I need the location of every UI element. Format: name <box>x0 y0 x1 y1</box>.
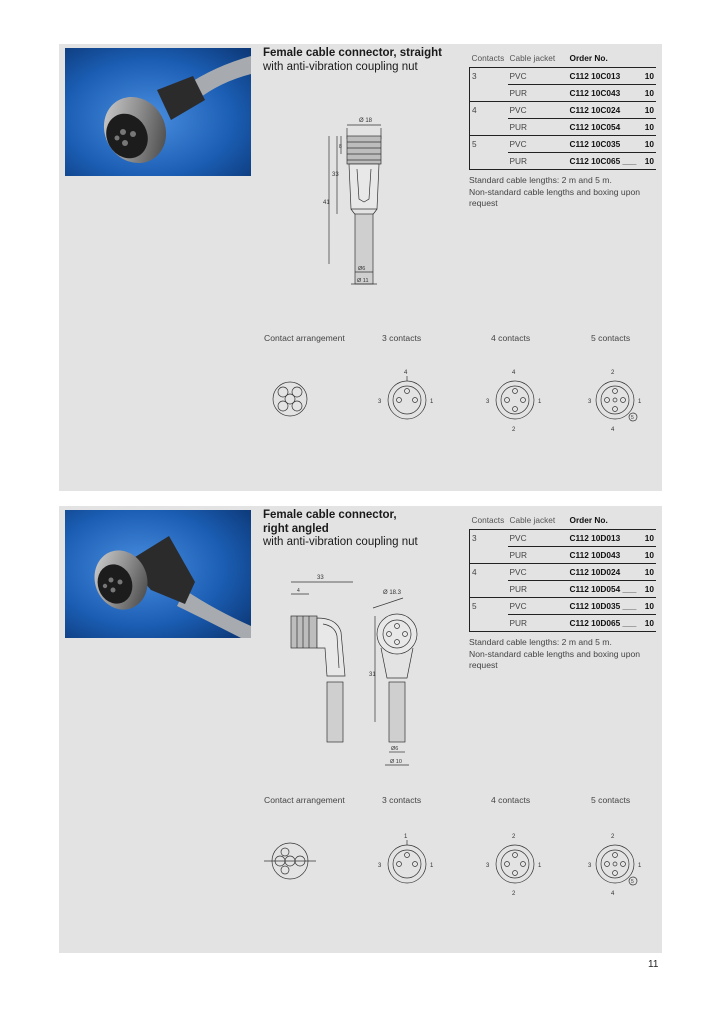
svg-text:Ø6: Ø6 <box>358 266 366 272</box>
product-photo-straight <box>65 48 251 176</box>
title-subtitle: with anti-vibration coupling nut <box>263 536 418 548</box>
pin-layout-4-contacts <box>485 831 545 897</box>
svg-text:4: 4 <box>611 427 615 433</box>
product-panel-right-angled: Female cable connector, right angled with anti-vibration coupling nut Contacts Cable jacket Order No. 3 PVC C112 10D013 10 PUR C112 10D043 10 4 PVC C112 10D024 10 PUR C112 10D054 ___ 10 5 PVC C112 10D035 ___ 10 PUR C112 10D065 ___ 10 Standard cable lengths: 2 m and 5 m. Non-standard cable lengths and boxing upon request 33 4 Ø 18.3 31 Ø6 Ø 10 Contact arrangement 3 contacts 4 contacts 5 contacts 1 3 1 2 3 1 2 2 3 1 4 5 <box>59 506 662 953</box>
contact-arrangement-diagram <box>268 379 312 419</box>
contact-arrangement-diagram <box>264 840 316 882</box>
table-row: PUR C112 10D065 ___ 10 <box>470 614 657 631</box>
title-bold-2: right angled <box>263 522 329 535</box>
header-order: Order No. <box>568 50 657 67</box>
pin-layout-5-contacts <box>587 831 651 897</box>
table-row: 5 PVC C112 10D035 ___ 10 <box>470 597 657 614</box>
svg-text:33: 33 <box>332 172 339 178</box>
order-table <box>469 512 656 632</box>
table-row: PUR C112 10C043 10 <box>470 84 657 101</box>
svg-text:1: 1 <box>430 399 434 405</box>
table-row: PUR C112 10D043 10 <box>470 546 657 563</box>
svg-text:1: 1 <box>638 863 642 869</box>
product-title <box>263 509 418 550</box>
table-row: 5 PVC C112 10C035 10 <box>470 135 657 152</box>
svg-text:Ø 10: Ø 10 <box>390 759 402 765</box>
table-row: 4 PVC C112 10C024 10 <box>470 101 657 118</box>
product-title <box>263 47 442 74</box>
svg-text:4: 4 <box>404 370 408 376</box>
page-number: 11 <box>648 959 659 970</box>
table-row: 3 PVC C112 10C013 10 <box>470 67 657 84</box>
svg-text:5: 5 <box>631 415 634 421</box>
svg-text:1: 1 <box>430 863 434 869</box>
svg-text:5: 5 <box>631 879 634 885</box>
svg-text:3: 3 <box>378 399 382 405</box>
dimension-drawing-straight <box>321 114 401 294</box>
header-contacts: Contacts <box>470 50 508 67</box>
title-subtitle: with anti-vibration coupling nut <box>263 60 418 73</box>
pin-layout-4-contacts <box>485 367 545 433</box>
table-row: 3 PVC C112 10D013 10 <box>470 529 657 546</box>
svg-text:2: 2 <box>611 370 615 376</box>
table-row: PUR C112 10C065 ___ 10 <box>470 152 657 169</box>
svg-text:3: 3 <box>588 863 592 869</box>
svg-text:3: 3 <box>486 399 490 405</box>
pin-layout-3-contacts <box>377 831 437 893</box>
svg-text:Ø6: Ø6 <box>391 746 399 752</box>
header-jacket: Cable jacket <box>508 512 568 529</box>
svg-text:2: 2 <box>512 834 516 840</box>
svg-text:41: 41 <box>323 200 330 206</box>
cable-length-note: Standard cable lengths: 2 m and 5 m. Non-standard cable lengths and boxing upon request <box>469 637 641 670</box>
svg-text:33: 33 <box>317 575 324 581</box>
svg-text:31: 31 <box>369 672 376 678</box>
svg-text:3: 3 <box>588 399 592 405</box>
cable-length-note: Standard cable lengths: 2 m and 5 m. Non-standard cable lengths and boxing upon request <box>469 175 641 208</box>
connector-photo <box>65 48 251 176</box>
svg-text:2: 2 <box>512 891 516 897</box>
svg-text:2: 2 <box>512 427 516 433</box>
product-panel-straight: Female cable connector, straight with anti-vibration coupling nut Contacts Cable jacket Order No. 3 PVC C112 10C013 10 PUR C112 10C043 10 4 PVC C112 10C024 10 PUR C112 10C054 10 5 PVC C112 10C035 10 PUR C112 10C065 ___ 10 Standard cable lengths: 2 m and 5 m. Non-standard cable lengths and boxing upon request Ø 18 41 33 8 Ø6 Ø 11 Contact arrangement 3 contacts 4 contacts 5 contacts 4 3 1 4 3 1 2 2 3 1 4 5 <box>59 44 662 491</box>
svg-text:8: 8 <box>339 144 342 150</box>
svg-text:Ø 18.3: Ø 18.3 <box>383 590 402 596</box>
dimension-drawing-right-angled <box>277 572 427 772</box>
svg-text:3: 3 <box>486 863 490 869</box>
svg-text:4: 4 <box>611 891 615 897</box>
svg-text:Ø 11: Ø 11 <box>357 278 369 284</box>
title-bold: Female cable connector, <box>263 509 397 521</box>
table-row: 4 PVC C112 10D024 10 <box>470 563 657 580</box>
order-table <box>469 50 656 170</box>
pin-layout-3-contacts <box>377 367 437 429</box>
connector-photo <box>65 510 251 638</box>
svg-text:1: 1 <box>638 399 642 405</box>
pin-layout-5-contacts <box>587 367 651 433</box>
svg-text:4: 4 <box>297 588 300 594</box>
table-row: PUR C112 10C054 10 <box>470 118 657 135</box>
svg-text:2: 2 <box>611 834 615 840</box>
svg-text:1: 1 <box>538 863 542 869</box>
svg-text:1: 1 <box>404 834 408 840</box>
header-order: Order No. <box>568 512 657 529</box>
product-photo-right-angled <box>65 510 251 638</box>
header-contacts: Contacts <box>470 512 508 529</box>
svg-text:4: 4 <box>512 370 516 376</box>
svg-text:3: 3 <box>378 863 382 869</box>
table-row: PUR C112 10D054 ___ 10 <box>470 580 657 597</box>
title-bold: Female cable connector, straight <box>263 47 442 59</box>
svg-text:Ø 18: Ø 18 <box>359 118 373 124</box>
header-jacket: Cable jacket <box>508 50 568 67</box>
svg-text:1: 1 <box>538 399 542 405</box>
